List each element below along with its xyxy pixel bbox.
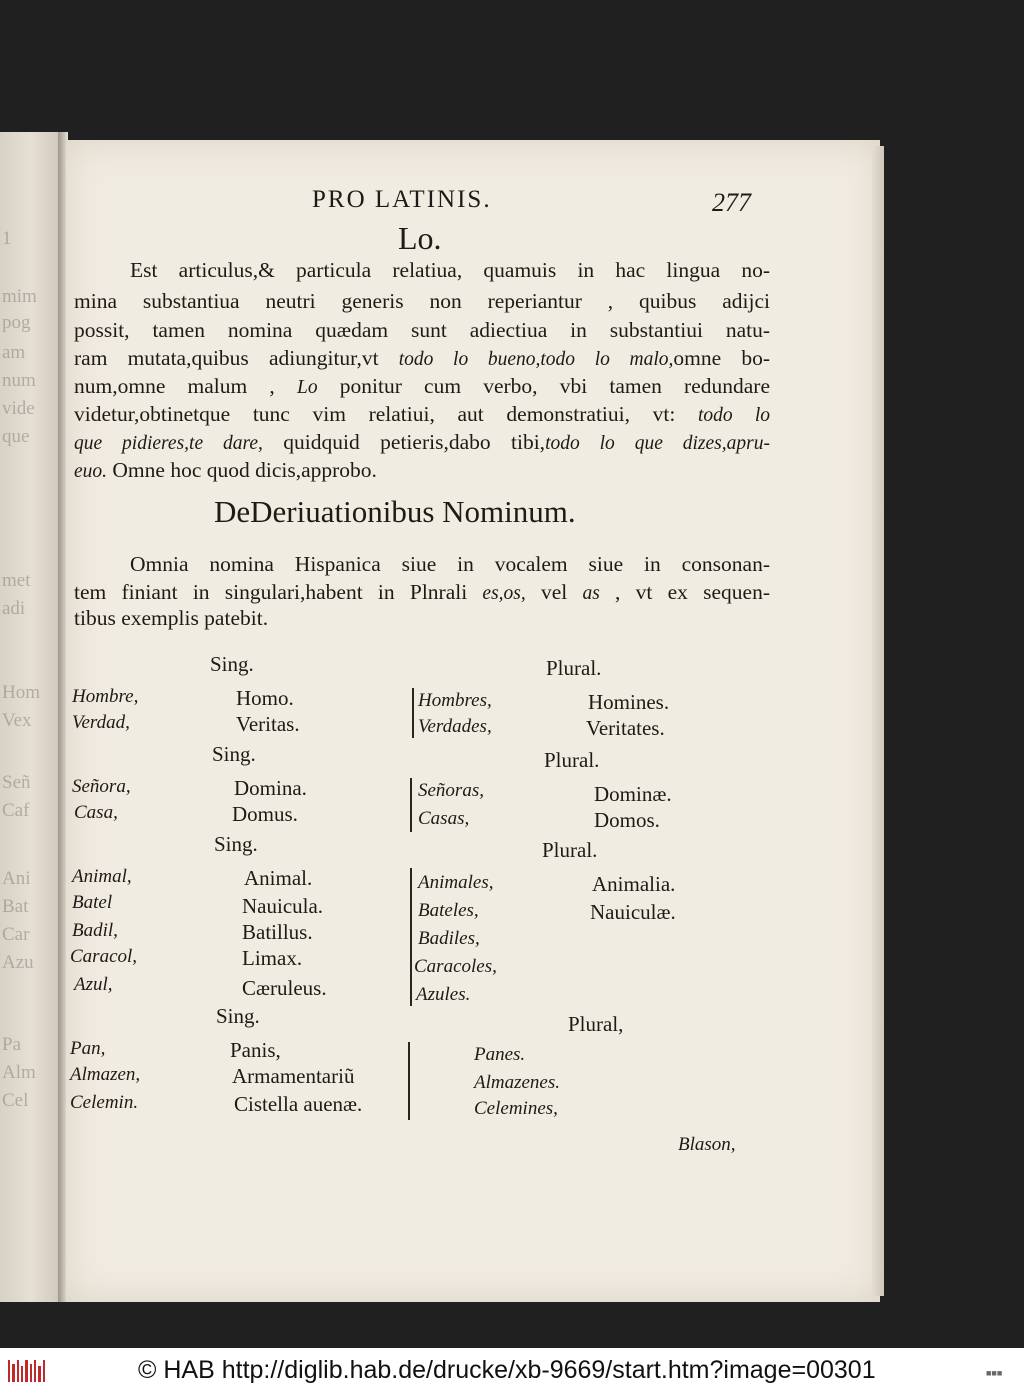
latin-singular: Batillus. (242, 920, 313, 944)
spanish-plural: Casas, (418, 808, 470, 829)
singular-header: Sing. (212, 742, 256, 766)
singular-header: Sing. (216, 1004, 260, 1028)
paragraph-line (74, 458, 770, 483)
latin-singular: Animal. (244, 866, 313, 890)
text-run: ponitur cum verbo, vbi tamen redundare (317, 374, 771, 398)
spanish-example: Lo (296, 377, 318, 398)
section-title: Lo. (398, 220, 442, 256)
copyright-link[interactable]: © HAB http://diglib.hab.de/drucke/xb-9669/start.htm?image=00301 (138, 1356, 876, 1384)
latin-plural: Animalia. (592, 872, 676, 896)
spanish-plural: Badiles, (418, 928, 480, 949)
spanish-plural: Señoras, (418, 780, 484, 801)
latin-singular: Veritas. (236, 712, 300, 736)
paragraph-line (74, 402, 770, 427)
page-number: 277 (712, 188, 751, 217)
spanish-singular: Hombre, (72, 686, 139, 707)
spanish-example: todo lo (698, 405, 770, 426)
spanish-plural: Hombres, (418, 690, 492, 711)
paragraph-line (74, 346, 770, 371)
paragraph-line: Omnia nomina Hispanica siue in vocalem siue in consonan- (130, 552, 770, 576)
plural-header: Plural. (542, 838, 598, 862)
paragraph-line: possit, tamen nomina quædam sunt adiectiua in substantiui natu- (74, 318, 770, 342)
barcode-icon (6, 1354, 46, 1388)
spanish-example: que pidieres,te dare, (74, 433, 263, 454)
latin-singular: Domus. (232, 802, 298, 826)
latin-singular: Nauicula. (242, 894, 324, 918)
text-run: ram mutata,quibus adiungitur,vt (74, 346, 399, 370)
spanish-singular: Azul, (74, 974, 113, 995)
plural-header: Plural. (546, 656, 602, 680)
latin-plural: Dominæ. (594, 782, 672, 806)
running-head: PRO LATINIS. (312, 186, 492, 213)
spanish-example: es,os, (482, 583, 526, 604)
paragraph-line (74, 580, 770, 605)
spanish-plural: Bateles, (418, 900, 479, 921)
spanish-singular: Batel (72, 892, 113, 913)
footer-mark-icon: ■■■ (986, 1368, 1003, 1378)
singular-header: Sing. (210, 652, 254, 676)
text-run: Omne hoc quod dicis,approbo. (107, 458, 377, 482)
paragraph-line: tibus exemplis patebit. (74, 606, 269, 630)
spanish-plural: Animales, (418, 872, 494, 893)
facing-page-fragment: 1 mim pog am num vide que met adi Hom Vex Señ Caf Ani Bat Car Azu Pa Alm Cel (0, 132, 62, 1302)
latin-plural: Veritates. (586, 716, 665, 740)
singular-header: Sing. (214, 832, 258, 856)
text-run: quidquid petieris,dabo tibi, (262, 430, 546, 454)
text-run: vel (525, 580, 583, 604)
latin-singular: Cæruleus. (242, 976, 327, 1000)
spanish-singular: Caracol, (70, 946, 138, 967)
text-run: , vt ex sequen- (599, 580, 770, 604)
spanish-plural: Celemines, (474, 1098, 558, 1119)
spanish-example: as (582, 583, 600, 604)
catchword: Blason, (678, 1134, 736, 1155)
spanish-example: todo lo que dizes,apru- (545, 433, 770, 454)
text-run: num,omne malum , (74, 374, 297, 398)
latin-singular: Panis, (230, 1038, 281, 1062)
spanish-singular: Verdad, (72, 712, 130, 733)
spanish-singular: Celemin. (70, 1092, 139, 1113)
paragraph-line: Est articulus,& particula relatiua, quamuis in hac lingua no- (130, 258, 770, 282)
spanish-example: todo lo bueno,todo lo malo, (398, 349, 674, 370)
latin-singular: Homo. (236, 686, 294, 710)
latin-plural: Homines. (588, 690, 670, 714)
column-rule (410, 868, 412, 1006)
text-run: tem finiant in singulari,habent in Plnrali (74, 580, 483, 604)
text-run: videtur,obtinetque tunc vim relatiui, aut demonstratiui, vt: (74, 402, 699, 426)
column-rule (408, 1042, 410, 1120)
paragraph-line: mina substantiua neutri generis non reperiantur , quibus adijci (74, 289, 770, 313)
column-rule (410, 778, 412, 832)
spanish-singular: Casa, (74, 802, 118, 823)
latin-plural: Nauiculæ. (590, 900, 676, 924)
spanish-singular: Señora, (72, 776, 131, 797)
spanish-plural: Almazenes. (474, 1072, 561, 1093)
spanish-plural: Verdades, (418, 716, 492, 737)
text-run: omne bo- (673, 346, 770, 370)
spanish-plural: Panes. (474, 1044, 526, 1065)
latin-singular: Cistella auenæ. (234, 1092, 363, 1116)
spanish-singular: Almazen, (70, 1064, 141, 1085)
latin-singular: Limax. (242, 946, 303, 970)
paragraph-line (74, 430, 770, 455)
spanish-singular: Animal, (72, 866, 132, 887)
latin-plural: Domos. (594, 808, 660, 832)
paragraph-line (74, 374, 770, 399)
spanish-example: euo. (74, 461, 108, 482)
page-edge (872, 146, 884, 1296)
plural-header: Plural, (568, 1012, 624, 1036)
plural-header: Plural. (544, 748, 600, 772)
spanish-plural: Azules. (416, 984, 471, 1005)
spanish-singular: Pan, (70, 1038, 106, 1059)
column-rule (412, 688, 414, 738)
section-heading: DeDeriuationibus Nominum. (214, 494, 576, 529)
latin-singular: Domina. (234, 776, 307, 800)
spanish-plural: Caracoles, (414, 956, 497, 977)
spanish-singular: Badil, (72, 920, 118, 941)
latin-singular: Armamentariũ (232, 1064, 355, 1088)
